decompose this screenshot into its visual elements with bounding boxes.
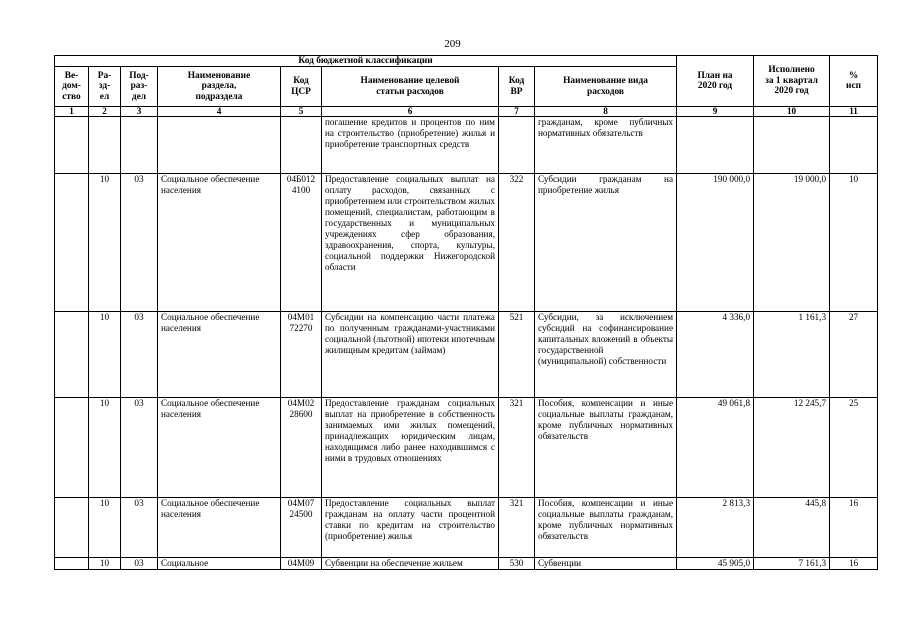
column-number: 2	[89, 107, 121, 117]
table-row	[55, 498, 878, 558]
cell-name-csr: погашение кредитов и процентов по ним на строительство (приобретение) жилья и приобретение транспортных средств	[322, 117, 499, 174]
cell-razdel: 10	[89, 398, 121, 498]
cell-name-vr: Субвенции	[535, 558, 677, 570]
cell-fact: 12 245,7	[754, 398, 830, 498]
cell-name-razdel: Социальное обеспечение населения	[158, 174, 281, 312]
cell-name-vr: Пособия, компенсации и иные социальные выплаты гражданам, кроме публичных нормативных обязательств	[535, 398, 677, 498]
cell-vr	[499, 117, 535, 174]
table-row	[55, 117, 878, 174]
cell-name-csr: Предоставление гражданам социальных выплат на приобретение в собственность занимаемых ими жилых помещений, принадлежащих юридическим лицам, находящимся либо ранее находившимся с ними в трудовых отношениях	[322, 398, 499, 498]
page-number: 209	[444, 38, 461, 50]
cell-podrazdel: 03	[121, 498, 158, 558]
column-number: 4	[158, 107, 281, 117]
cell-vr: 321	[499, 498, 535, 558]
cell-vr: 321	[499, 398, 535, 498]
header-vr: Код ВР	[499, 67, 535, 107]
header-csr: Код ЦСР	[281, 67, 322, 107]
header-plan: План на 2020 год	[677, 56, 754, 107]
cell-plan: 2 813,3	[677, 498, 754, 558]
column-number: 1	[55, 107, 89, 117]
table-row	[55, 558, 878, 570]
header-pct: % исп	[830, 56, 878, 107]
cell-plan: 190 000,0	[677, 174, 754, 312]
column-number: 6	[322, 107, 499, 117]
cell-razdel: 10	[89, 498, 121, 558]
header-name-vr: Наименование вида расходов	[535, 67, 677, 107]
cell-name-razdel	[158, 117, 281, 174]
cell-fact: 1 161,3	[754, 312, 830, 398]
cell-podrazdel: 03	[121, 398, 158, 498]
cell-razdel	[89, 117, 121, 174]
table-row	[55, 312, 878, 398]
column-number: 11	[830, 107, 878, 117]
cell-plan: 49 061,8	[677, 398, 754, 498]
cell-csr: 04М01 72270	[281, 312, 322, 398]
cell-name-csr: Предоставление социальных выплат на оплату расходов, связанных с приобретением или строительством жилых помещений, специалистам, работающим в государственных и муниципальных учреждениях сфер образования, здравоохранения, спорта, культуры, социальной поддержки Нижегородской области	[322, 174, 499, 312]
cell-vr: 521	[499, 312, 535, 398]
cell-name-csr: Субвенции на обеспечение жильем	[322, 558, 499, 570]
cell-fact: 19 000,0	[754, 174, 830, 312]
cell-vedomstvo	[55, 312, 89, 398]
cell-podrazdel	[121, 117, 158, 174]
cell-fact: 445,8	[754, 498, 830, 558]
header-fact: Исполнено за 1 квартал 2020 год	[754, 56, 830, 107]
cell-vedomstvo	[55, 117, 89, 174]
cell-pct: 16	[830, 558, 878, 570]
header-razdel: Ра- зд- ел	[89, 67, 121, 107]
cell-vedomstvo	[55, 398, 89, 498]
cell-pct: 16	[830, 498, 878, 558]
cell-razdel: 10	[89, 312, 121, 398]
header-group-row	[55, 56, 878, 67]
cell-name-vr: Пособия, компенсации и иные социальные выплаты гражданам, кроме публичных нормативных обязательств	[535, 498, 677, 558]
column-number: 3	[121, 107, 158, 117]
cell-vr: 322	[499, 174, 535, 312]
cell-podrazdel: 03	[121, 174, 158, 312]
cell-vr: 530	[499, 558, 535, 570]
cell-vedomstvo	[55, 558, 89, 570]
budget-table	[54, 55, 878, 570]
column-number: 8	[535, 107, 677, 117]
header-name-csr: Наименование целевой статьи расходов	[322, 67, 499, 107]
cell-plan	[677, 117, 754, 174]
column-number: 5	[281, 107, 322, 117]
header-vedomstvo: Ве- дом- ство	[55, 67, 89, 107]
table-row	[55, 174, 878, 312]
cell-name-vr: гражданам, кроме публичных нормативных обязательств	[535, 117, 677, 174]
cell-name-razdel: Социальное обеспечение населения	[158, 498, 281, 558]
cell-pct: 27	[830, 312, 878, 398]
cell-plan: 45 905,0	[677, 558, 754, 570]
cell-name-razdel: Социальное обеспечение населения	[158, 312, 281, 398]
cell-name-razdel: Социальное обеспечение населения	[158, 398, 281, 498]
cell-csr: 04М09	[281, 558, 322, 570]
cell-fact: 7 161,3	[754, 558, 830, 570]
cell-vedomstvo	[55, 498, 89, 558]
column-number: 7	[499, 107, 535, 117]
header-group-title: Код бюджетной классификации	[55, 56, 677, 67]
cell-razdel: 10	[89, 558, 121, 570]
cell-pct: 25	[830, 398, 878, 498]
cell-pct: 10	[830, 174, 878, 312]
cell-name-vr: Субсидии, за исключением субсидий на софинансирование капитальных вложений в объекты государственной (муниципальной) собственности	[535, 312, 677, 398]
cell-podrazdel: 03	[121, 312, 158, 398]
cell-vedomstvo	[55, 174, 89, 312]
column-numbers-row	[55, 107, 878, 117]
cell-fact	[754, 117, 830, 174]
cell-name-razdel: Социальное	[158, 558, 281, 570]
cell-pct	[830, 117, 878, 174]
cell-csr: 04М02 28600	[281, 398, 322, 498]
cell-csr	[281, 117, 322, 174]
table-row	[55, 398, 878, 498]
cell-csr: 04Б012 4100	[281, 174, 322, 312]
column-number: 9	[677, 107, 754, 117]
header-name-razdel: Наименование раздела, подраздела	[158, 67, 281, 107]
cell-razdel: 10	[89, 174, 121, 312]
header-podrazdel: Под- раз- дел	[121, 67, 158, 107]
cell-name-csr: Субсидии на компенсацию части платежа по полученным гражданами-участниками социальной (льготной) ипотеки ипотечным жилищным кредитам (займам)	[322, 312, 499, 398]
cell-plan: 4 336,0	[677, 312, 754, 398]
cell-name-vr: Субсидии гражданам на приобретение жилья	[535, 174, 677, 312]
cell-csr: 04М07 24500	[281, 498, 322, 558]
cell-name-csr: Предоставление социальных выплат гражданам на оплату части процентной ставки по кредитам на строительство (приобретение) жилья	[322, 498, 499, 558]
cell-podrazdel: 03	[121, 558, 158, 570]
column-number: 10	[754, 107, 830, 117]
